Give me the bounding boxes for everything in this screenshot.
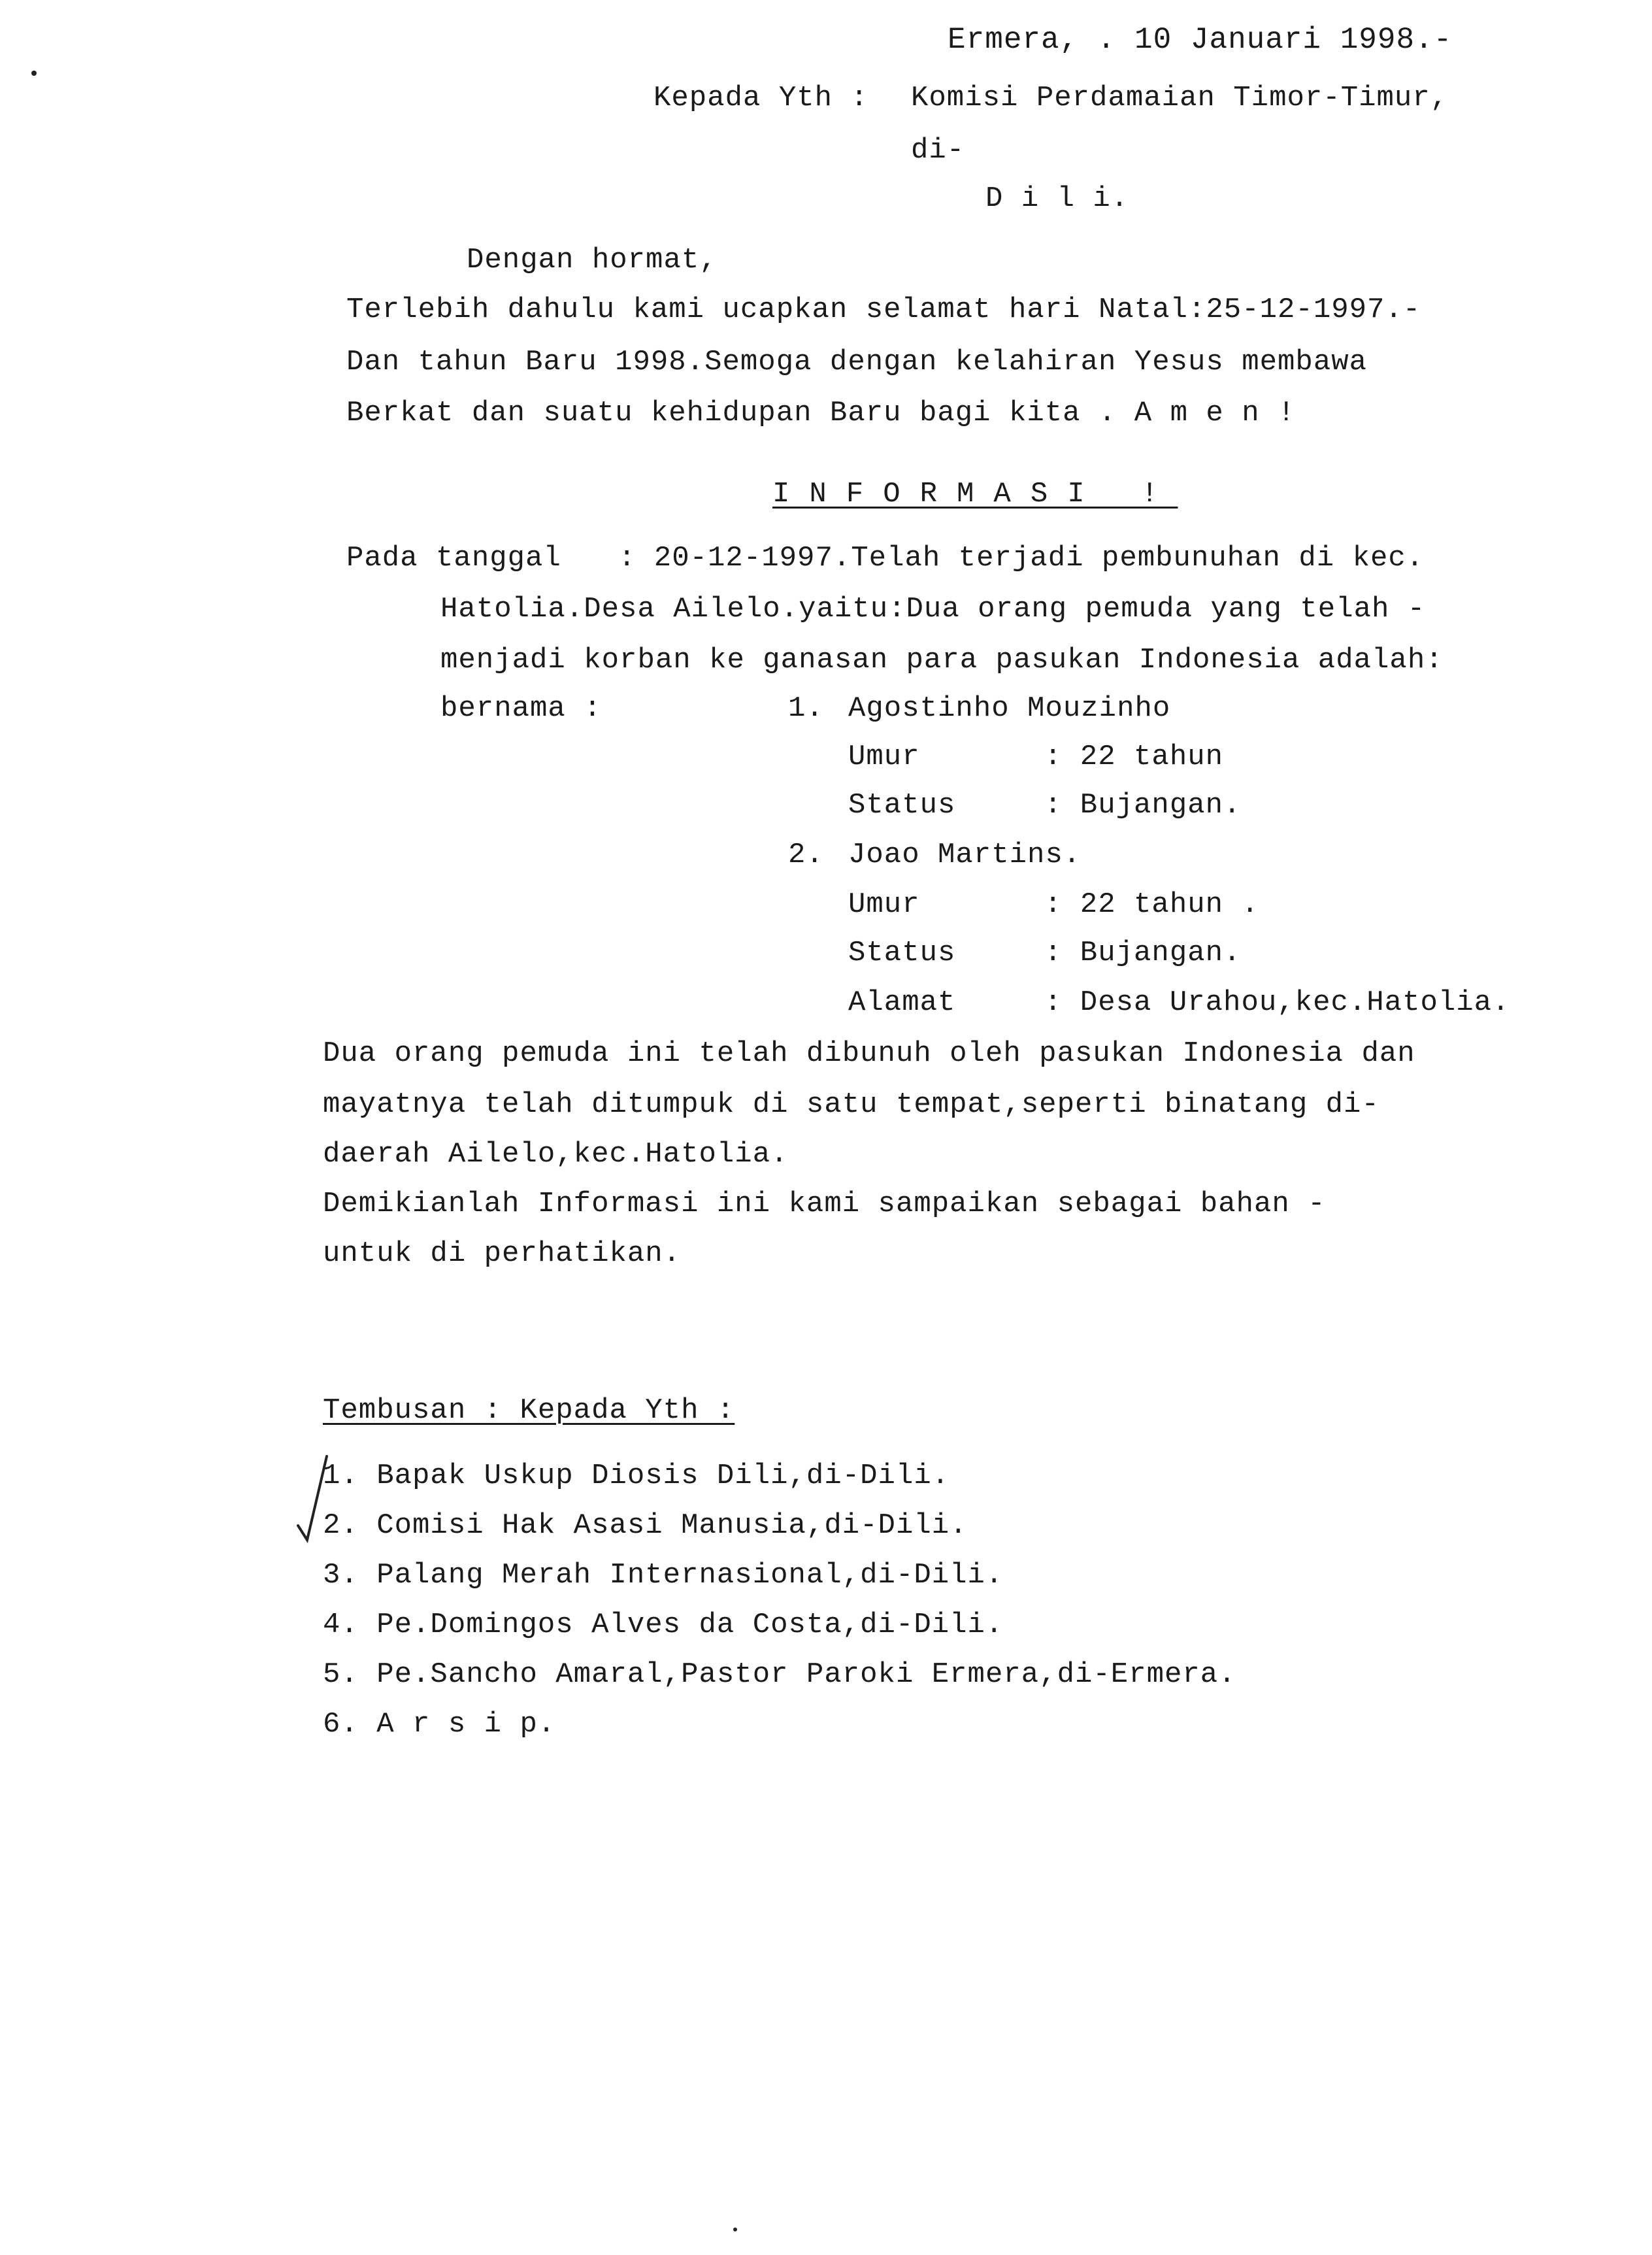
victim-field-value: : 22 tahun . [1044,888,1259,921]
salutation: Dengan hormat, [467,244,718,276]
victim-field-label: Status [848,937,956,969]
greeting-line-1: Terlebih dahulu kami ucapkan selamat hari Natal:25-12-1997.- [346,293,1421,326]
victim-field-label: Umur [848,888,920,921]
victim-field-label: Umur [848,741,920,773]
victim-field-label: Status [848,789,956,822]
victim-name: Agostinho Mouzinho [848,692,1171,725]
closing-line: Dua orang pemuda ini telah dibunuh oleh pasukan Indonesia dan [323,1037,1415,1070]
copies-item: 4. Pe.Domingos Alves da Costa,di-Dili. [323,1609,1004,1641]
intro-text: : 20-12-1997.Telah terjadi pembunuhan di kec. [618,542,1425,575]
closing-line: Demikianlah Informasi ini kami sampaikan sebagai bahan - [323,1188,1326,1220]
closing-line: mayatnya telah ditumpuk di satu tempat,seperti binatang di- [323,1088,1379,1121]
victim-field-value: : Bujangan. [1044,937,1242,969]
greeting-line-2: Dan tahun Baru 1998.Semoga dengan kelahiran Yesus membawa [346,346,1368,378]
information-line-2: Hatolia.Desa Ailelo.yaitu:Dua orang pemuda yang telah - [440,593,1426,626]
recipient-city: D i l i. [985,182,1129,215]
victim-field-label: Alamat [848,986,956,1019]
closing-line: untuk di perhatikan. [323,1237,682,1270]
information-line-3: menjadi korban ke ganasan para pasukan Indonesia adalah: [440,644,1444,676]
recipient-label: Kepada Yth : [653,82,868,114]
scan-speck [31,71,37,76]
recipient-di: di- [911,134,965,167]
victim-number: 2. [788,839,824,871]
copies-item: 1. Bapak Uskup Diosis Dili,di-Dili. [323,1460,950,1492]
victim-number: 1. [788,692,824,725]
closing-line: daerah Ailelo,kec.Hatolia. [323,1138,789,1171]
greeting-line-3: Berkat dan suatu kehidupan Baru bagi kita . A m e n ! [346,397,1296,429]
copies-item: 6. A r s i p. [323,1708,556,1741]
scan-speck [733,2228,737,2231]
victim-name: Joao Martins. [848,839,1082,871]
date-line: Ermera, . 10 Januari 1998.- [948,23,1453,57]
copies-heading: Tembusan : Kepada Yth : [323,1394,735,1427]
copies-item: 5. Pe.Sancho Amaral,Pastor Paroki Ermera,di-Ermera. [323,1658,1236,1691]
information-heading: INFORMASI ! [772,478,1178,510]
named-label: bernama : [440,692,602,725]
victim-field-value: : 22 tahun [1044,741,1224,773]
victim-field-value: : Desa Urahou,kec.Hatolia. [1044,986,1510,1019]
copies-item: 3. Palang Merah Internasional,di-Dili. [323,1559,1004,1592]
intro-label: Pada tanggal [346,542,561,575]
victim-field-value: : Bujangan. [1044,789,1242,822]
copies-item: 2. Comisi Hak Asasi Manusia,di-Dili. [323,1509,968,1542]
handwritten-check-mark [293,1454,332,1545]
recipient-name: Komisi Perdamaian Timor-Timur, [911,82,1449,114]
